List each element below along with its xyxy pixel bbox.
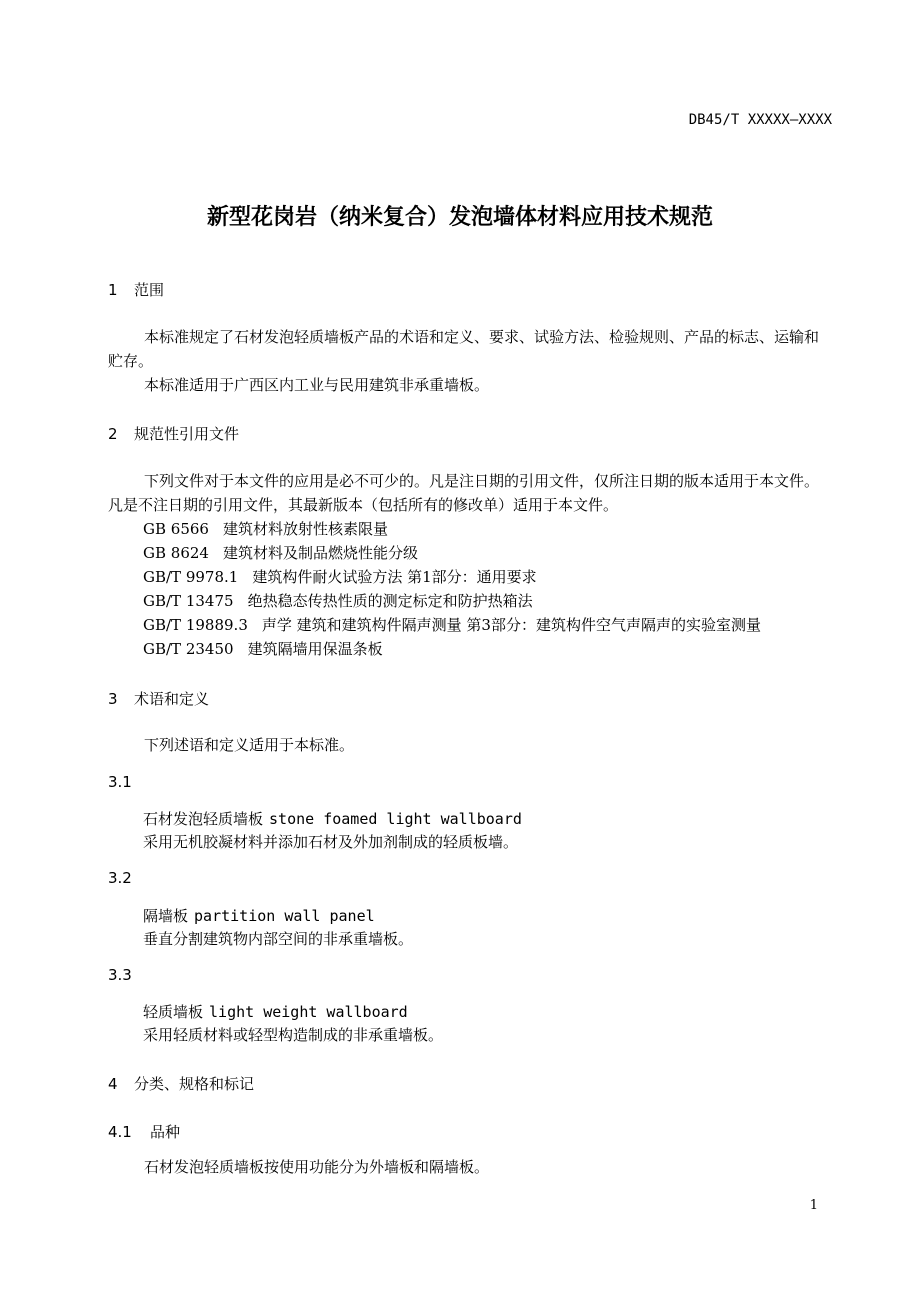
reference-code: GB/T 23450 xyxy=(143,640,234,658)
term-number: 3.3 xyxy=(108,966,132,984)
section-title: 规范性引用文件 xyxy=(134,425,240,443)
term-definition: 采用无机胶凝材料并添加石材及外加剂制成的轻质板墙。 xyxy=(143,833,519,851)
section-1-heading xyxy=(108,279,164,300)
reference-name: 建筑材料及制品燃烧性能分级 xyxy=(222,544,418,562)
term-chinese: 轻质墙板 xyxy=(143,1003,204,1021)
term-definition: 采用轻质材料或轻型构造制成的非承重墙板。 xyxy=(143,1026,444,1044)
subsection-title: 品种 xyxy=(150,1123,181,1141)
reference-item xyxy=(143,589,533,613)
term-number: 3.2 xyxy=(108,869,132,887)
reference-code: GB/T 19889.3 xyxy=(143,616,248,634)
section-number: 2 xyxy=(108,425,118,443)
reference-code: GB/T 13475 xyxy=(143,592,234,610)
section-number: 1 xyxy=(108,281,118,299)
reference-code: GB/T 9978.1 xyxy=(143,568,239,586)
page-number: 1 xyxy=(809,1198,818,1213)
term-heading xyxy=(143,905,375,926)
reference-name: 建筑材料放射性核素限量 xyxy=(222,520,388,538)
subsection-4-1-paragraph: 石材发泡轻质墙板按使用功能分为外墙板和隔墙板。 xyxy=(144,1158,490,1176)
section-title: 范围 xyxy=(134,281,165,299)
section-title: 分类、规格和标记 xyxy=(134,1075,255,1093)
reference-code: GB 8624 xyxy=(143,544,209,562)
reference-item xyxy=(143,517,388,541)
reference-name: 绝热稳态传热性质的测定标定和防护热箱法 xyxy=(247,592,533,610)
reference-item xyxy=(143,613,761,637)
term-english: partition wall panel xyxy=(194,907,375,925)
term-number: 3.1 xyxy=(108,773,132,791)
reference-item xyxy=(143,565,537,589)
reference-name: 建筑构件耐火试验方法 第1部分：通用要求 xyxy=(252,568,537,586)
section-3-heading xyxy=(108,688,209,709)
document-title: 新型花岗岩（纳米复合）发泡墙体材料应用技术规范 xyxy=(206,205,713,230)
section-2-heading xyxy=(108,423,239,444)
section-4-heading xyxy=(108,1073,254,1094)
term-definition: 垂直分割建筑物内部空间的非承重墙板。 xyxy=(143,930,414,948)
term-chinese: 石材发泡轻质墙板 xyxy=(143,810,264,828)
reference-item xyxy=(143,541,418,565)
reference-item xyxy=(143,637,383,661)
section-number: 3 xyxy=(108,690,118,708)
term-heading xyxy=(143,808,522,829)
section-number: 4 xyxy=(108,1075,118,1093)
section-title: 术语和定义 xyxy=(134,690,210,708)
term-chinese: 隔墙板 xyxy=(143,907,189,925)
section-3-paragraph-1: 下列述语和定义适用于本标准。 xyxy=(144,736,355,754)
reference-code: GB 6566 xyxy=(143,520,209,538)
subsection-number: 4.1 xyxy=(108,1123,132,1141)
reference-name: 建筑隔墙用保温条板 xyxy=(247,640,383,658)
reference-name: 声学 建筑和建筑构件隔声测量 第3部分：建筑构件空气声隔声的实验室测量 xyxy=(261,616,761,634)
section-2-paragraph-1: 下列文件对于本文件的应用是必不可少的。凡是注日期的引用文件，仅所注日期的版本适用于本文件。凡是不注日期的引用文件，其最新版本（包括所有的修改单）适用于本文件。 xyxy=(108,472,820,514)
document-code: DB45/T XXXXX—XXXX xyxy=(688,112,832,128)
section-1-paragraph-1: 本标准规定了石材发泡轻质墙板产品的术语和定义、要求、试验方法、检验规则、产品的标志、运输和贮存。 xyxy=(108,328,820,370)
term-heading xyxy=(143,1001,408,1022)
term-english: light weight wallboard xyxy=(209,1003,408,1021)
subsection-4-1-heading xyxy=(108,1121,180,1142)
term-english: stone foamed light wallboard xyxy=(269,810,522,828)
section-1-paragraph-2: 本标准适用于广西区内工业与民用建筑非承重墙板。 xyxy=(144,376,490,394)
